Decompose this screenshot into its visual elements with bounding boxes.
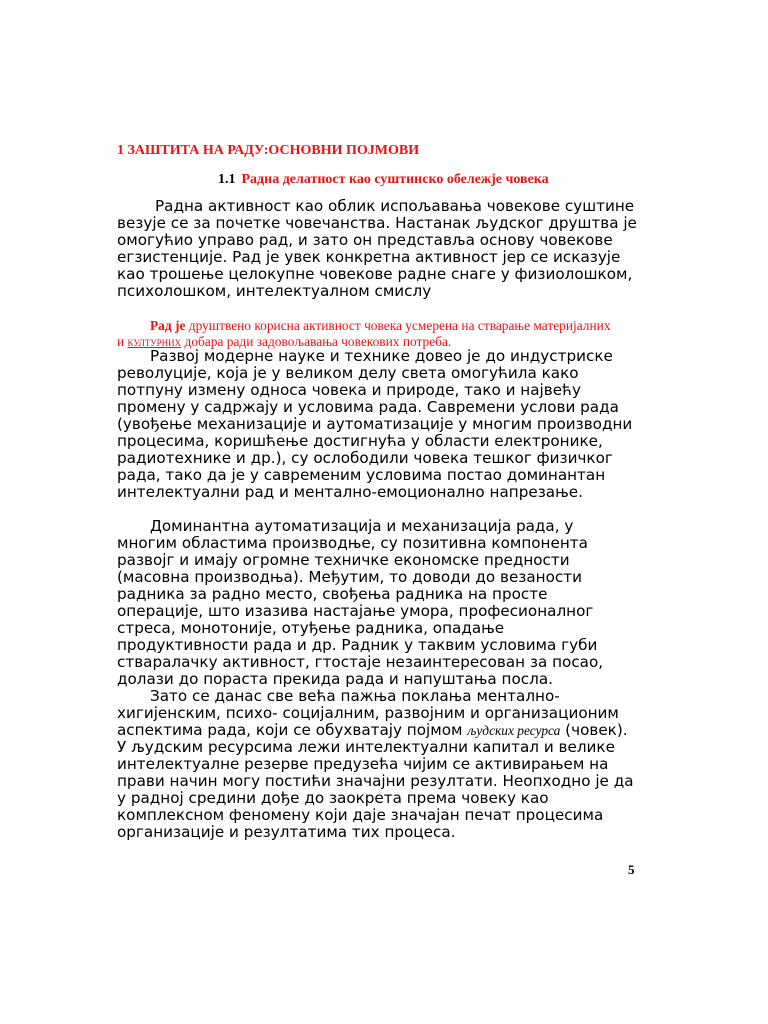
definition-text-2: добара ради задовољавања човекових потреба. [181,334,452,349]
paragraph-intro [117,198,637,300]
paragraph-intro-text: Радна активност као облик испољавања човекове суштине везује се за почетке човечанства. Настанак људског друштва је омогућио управо рад, и зато он представља основу човекове егзистенције. Рад је увек конкретна активност јер се исказује као трошење целокупне човекове радне снаге у физиолошком, психолошком, интелектуалном смислу [117,197,637,300]
paragraph-human-resources [117,688,637,841]
work-definition [117,318,617,350]
human-resources-term: људских ресурса [467,723,561,738]
section-heading [218,172,549,188]
chapter-heading: 1 ЗАШТИТА НА РАДУ:ОСНОВНИ ПОЈМОВИ [117,143,420,158]
definition-text-1: друштвено корисна активност човека усмерена на стварање материјалних и [117,318,611,349]
paragraph-technology-text: Развој модерне науке и технике довео је до индустриске револуције, која је у великом делу света омогућила како потпуну измену односа човека и природе, тако и највећу промену у садржају и условима рада. Савремени услови рада (увођење механизације и аутоматизације у многим производни процесима, коришћење достигнућа у области електронике, радиотехнике и др.), су ослободили човека тешког физичког рада, тако да је у савременим условима постао доминантан интелектуални рад и ментално-емоционално напрезање. [117,347,633,501]
section-title: Радна делатност као суштинско обележје човека [241,172,549,187]
paragraph-hr-text-after: (човек). У људским ресурсима лежи интелектуални капитал и велике интелектуалне резерве предузећа чијим се активирањем на прави начин могу постићи значајни резултати. Неопходно је да у радној средини дође до заокрета према човеку као комплексном феномену који даје значајан печат процесима организације и резултатима тих процеса. [117,721,634,841]
paragraph-hr-text-before: Зато се данас све већа пажња поклања ментално-хигијенским, психо- социјалним, развојним и организационим аспектима рада, који се обухватају појмом [117,687,619,739]
page-number: 5 [628,862,635,877]
paragraph-automation-text: Доминантна аутоматизација и механизација рада, у многим областима производње, су позитивна компонента развојг и имају огромне техничке економске предности (масовна производња). Међутим, то доводи до везаности радника за радно место, свођења радника на просте операције, што изазива настајање умора, професионалног стреса, монотоније, отуђење радника, опадање продуктивности рада и др. Радник у таквим условима губи стваралачку активност, гтостаје незаинтересован за посао, долази до пораста прекида рада и напуштања посла. [117,517,604,688]
section-number: 1.1 [218,172,236,187]
paragraph-automation [117,518,637,688]
definition-lead: Рад је [150,318,186,333]
paragraph-technology [117,348,637,501]
definition-underlined-word: културних [127,334,182,349]
